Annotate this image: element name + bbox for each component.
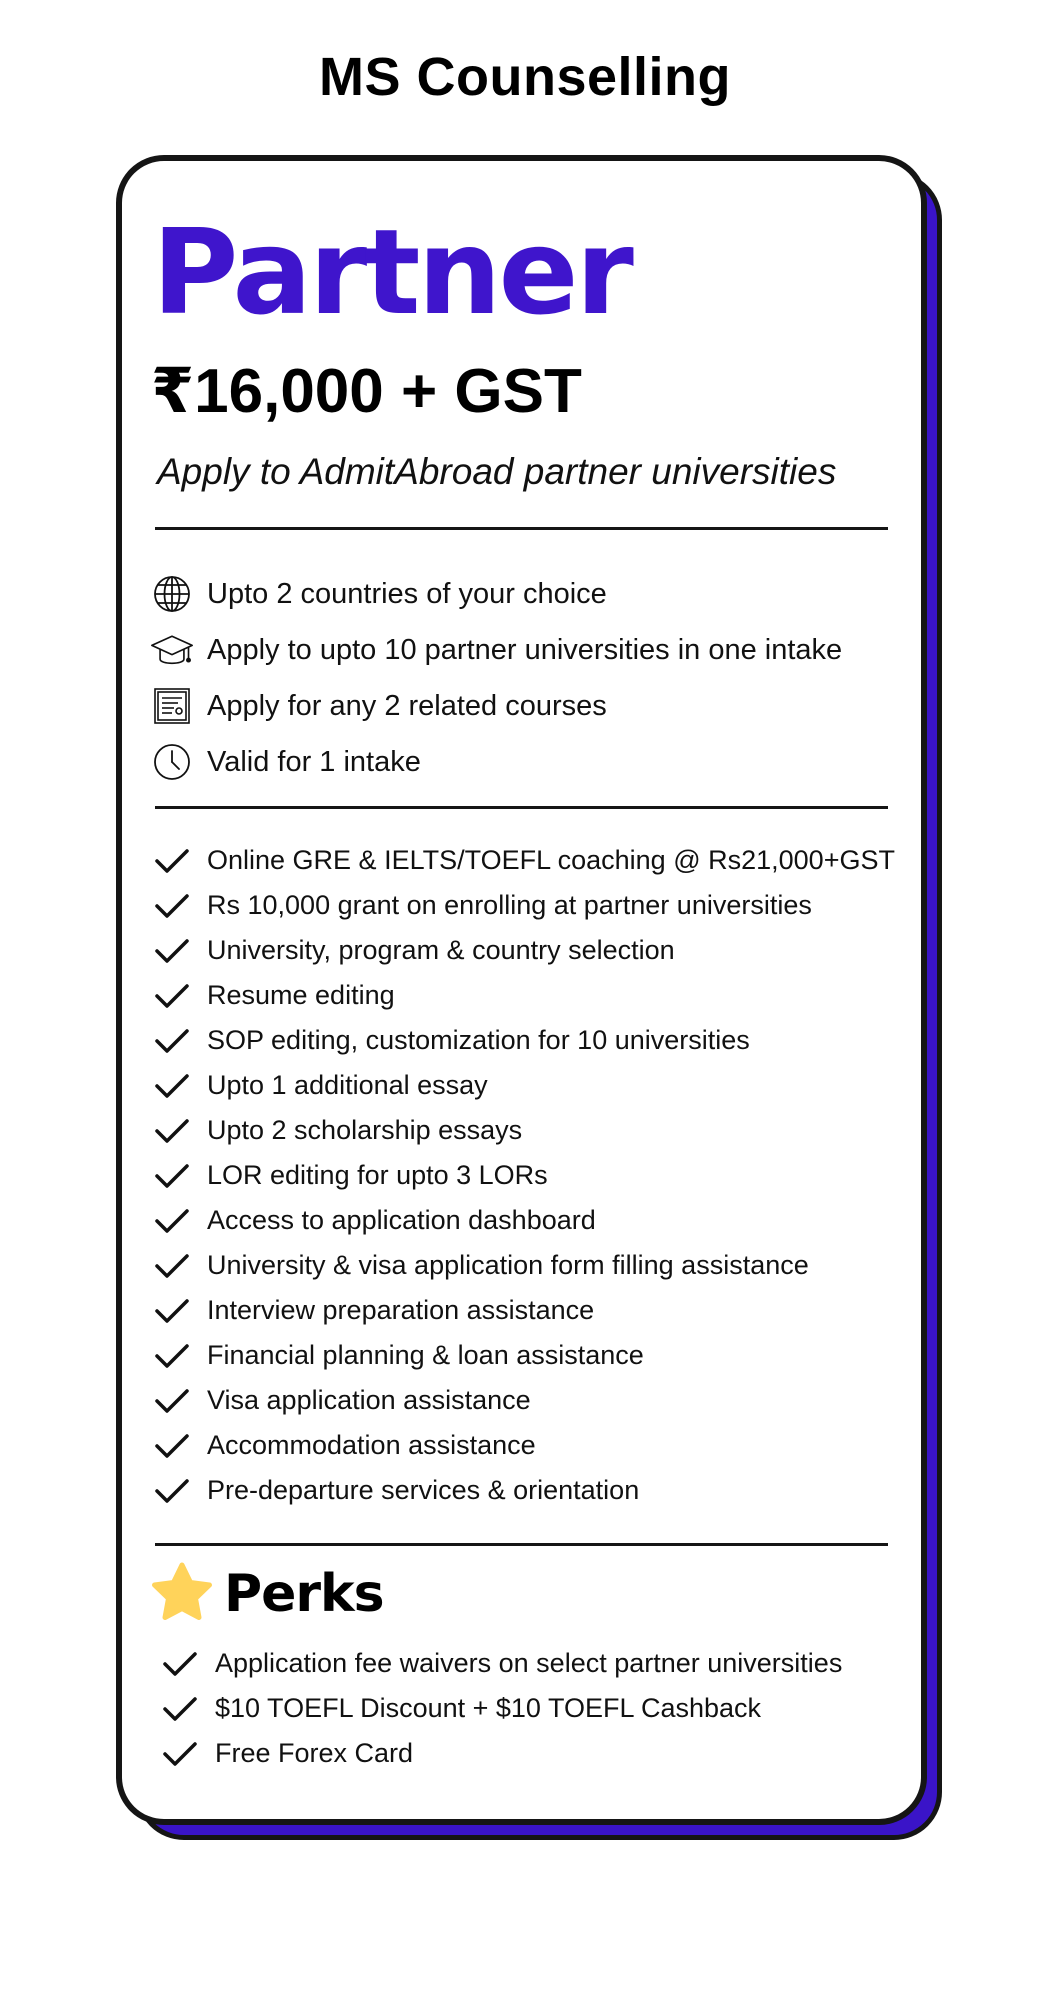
list-item — [154, 1333, 914, 1378]
check-icon — [154, 981, 194, 1011]
feature-text: SOP editing, customization for 10 universities — [207, 1025, 750, 1055]
highlight-item — [150, 566, 910, 622]
check-icon — [154, 1296, 194, 1326]
list-item — [154, 838, 914, 883]
highlight-text: Upto 2 countries of your choice — [207, 577, 607, 610]
list-item — [154, 883, 914, 928]
check-icon — [154, 1071, 194, 1101]
check-icon — [162, 1694, 202, 1724]
check-icon — [154, 1341, 194, 1371]
check-icon — [154, 891, 194, 921]
feature-text: Resume editing — [207, 980, 395, 1010]
highlight-list — [150, 566, 910, 790]
list-item — [154, 973, 914, 1018]
feature-text: Upto 1 additional essay — [207, 1070, 488, 1100]
list-item — [154, 1468, 914, 1513]
clock-icon — [150, 740, 194, 784]
check-icon — [162, 1649, 202, 1679]
highlight-text: Valid for 1 intake — [207, 745, 421, 778]
plan-name: Partner — [152, 203, 631, 341]
feature-text: Online GRE & IELTS/TOEFL coaching @ Rs21,000+GST — [207, 845, 895, 875]
list-item — [154, 1423, 914, 1468]
check-icon — [154, 1161, 194, 1191]
perk-item — [162, 1686, 922, 1731]
globe-icon — [150, 572, 194, 616]
feature-list — [154, 838, 914, 1513]
check-icon — [154, 1206, 194, 1236]
course-document-icon — [150, 684, 194, 728]
perk-text: Application fee waivers on select partner universities — [215, 1648, 843, 1678]
perk-text: $10 TOEFL Discount + $10 TOEFL Cashback — [215, 1693, 762, 1723]
plan-price: ₹16,000 + GST — [151, 357, 582, 426]
divider — [155, 806, 888, 809]
feature-text: Pre-departure services & orientation — [207, 1475, 640, 1505]
highlight-item — [150, 678, 910, 734]
perk-item — [162, 1641, 922, 1686]
list-item — [154, 1063, 914, 1108]
divider — [155, 1543, 888, 1546]
highlight-text: Apply to upto 10 partner universities in one intake — [207, 633, 843, 666]
list-item — [154, 928, 914, 973]
highlight-item — [150, 734, 910, 790]
list-item — [154, 1243, 914, 1288]
list-item — [154, 1153, 914, 1198]
feature-text: Upto 2 scholarship essays — [207, 1115, 523, 1145]
perk-text: Free Forex Card — [215, 1738, 414, 1768]
pricing-card — [116, 155, 927, 1825]
list-item — [154, 1198, 914, 1243]
check-icon — [162, 1739, 202, 1769]
perks-title: Perks — [224, 1563, 384, 1624]
check-icon — [154, 1386, 194, 1416]
list-item — [154, 1108, 914, 1153]
feature-text: Accommodation assistance — [207, 1430, 536, 1460]
check-icon — [154, 846, 194, 876]
page-title: MS Counselling — [319, 47, 731, 107]
check-icon — [154, 936, 194, 966]
check-icon — [154, 1251, 194, 1281]
list-item — [154, 1378, 914, 1423]
list-item — [154, 1018, 914, 1063]
feature-text: Visa application assistance — [207, 1385, 531, 1415]
plan-subtitle: Apply to AdmitAbroad partner universities — [157, 451, 837, 492]
perk-list — [162, 1641, 922, 1776]
feature-text: Financial planning & loan assistance — [207, 1340, 644, 1370]
graduation-cap-icon — [150, 628, 194, 672]
star-icon — [150, 1561, 214, 1626]
divider — [155, 527, 888, 530]
feature-text: Rs 10,000 grant on enrolling at partner universities — [207, 890, 812, 920]
feature-text: University & visa application form filling assistance — [207, 1250, 809, 1280]
feature-text: Access to application dashboard — [207, 1205, 596, 1235]
perks-header — [150, 1561, 384, 1626]
highlight-item — [150, 622, 910, 678]
perk-item — [162, 1731, 922, 1776]
feature-text: Interview preparation assistance — [207, 1295, 595, 1325]
feature-text: University, program & country selection — [207, 935, 675, 965]
check-icon — [154, 1026, 194, 1056]
check-icon — [154, 1476, 194, 1506]
check-icon — [154, 1431, 194, 1461]
check-icon — [154, 1116, 194, 1146]
list-item — [154, 1288, 914, 1333]
feature-text: LOR editing for upto 3 LORs — [207, 1160, 548, 1190]
highlight-text: Apply for any 2 related courses — [207, 689, 607, 722]
